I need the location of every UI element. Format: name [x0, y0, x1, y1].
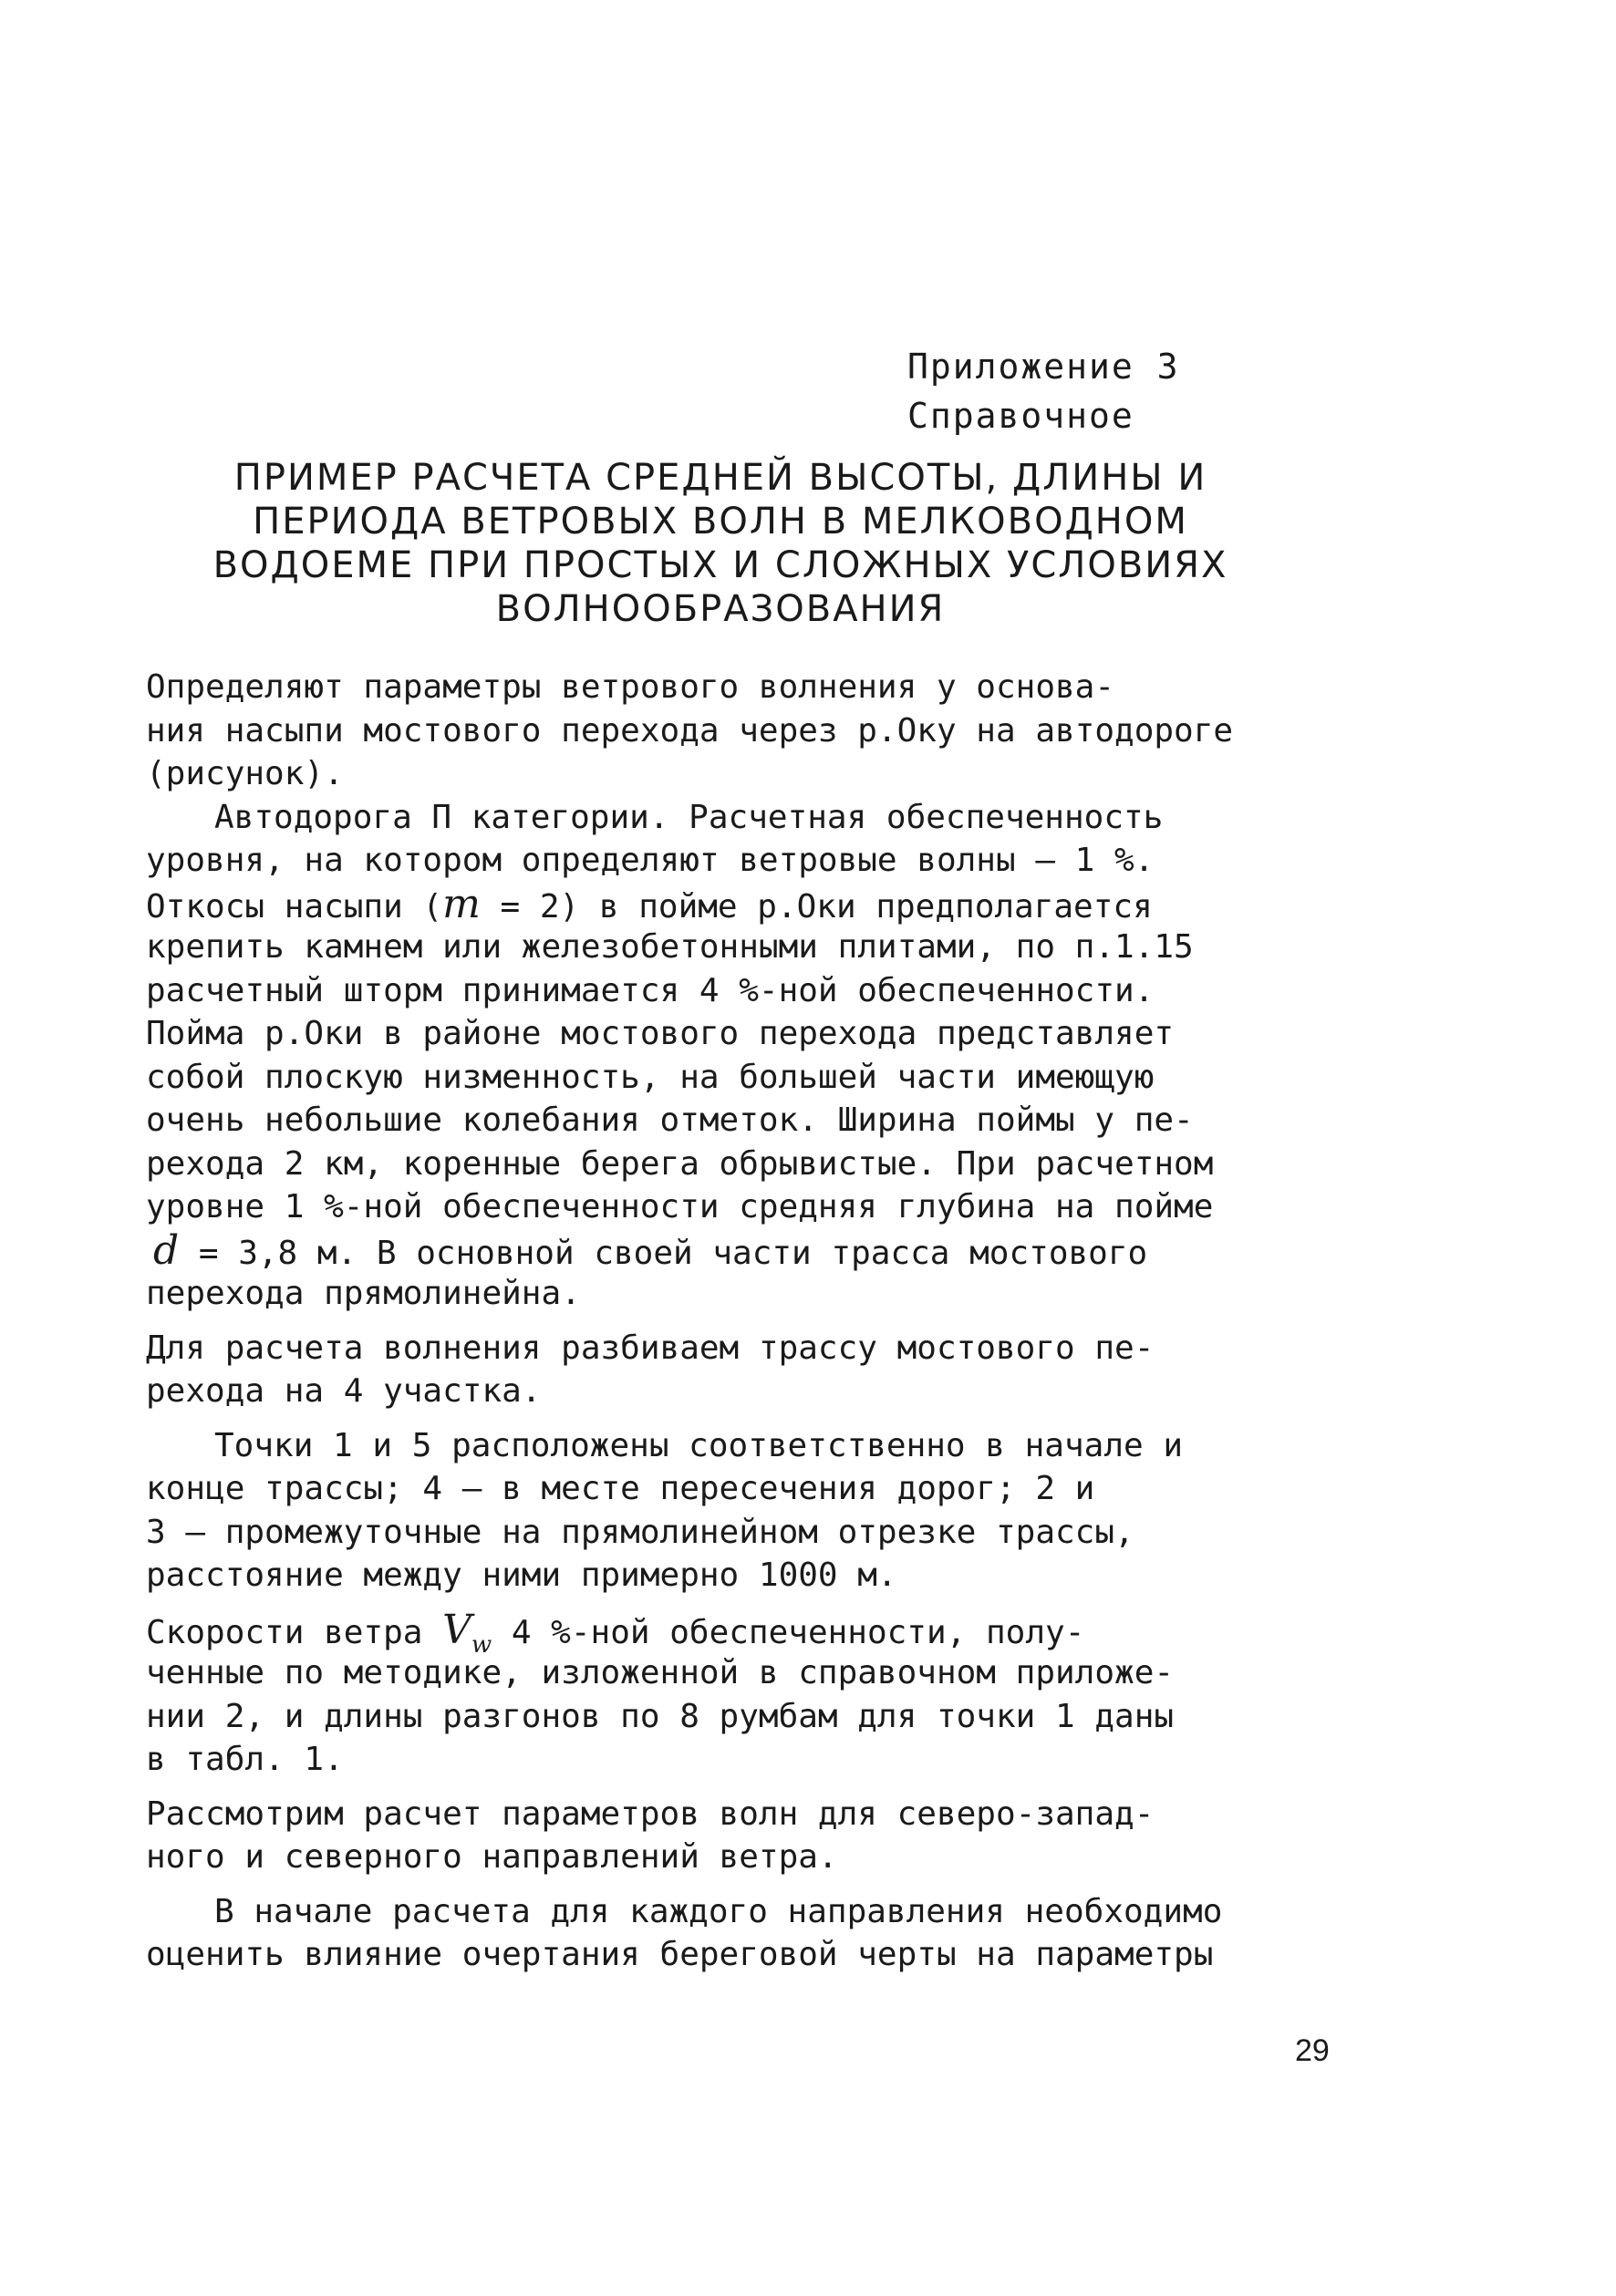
text-line	[146, 880, 1359, 927]
text-line: очень небольшие колебания отметок. Ширина поймы у пе-	[146, 1101, 1194, 1139]
title-line: ВОДОЕМЕ ПРИ ПРОСТЫХ И СЛОЖНЫХ УСЛОВИЯХ	[212, 544, 1228, 586]
text-fragment: 4 %-ной обеспеченности, полу-	[492, 1613, 1085, 1651]
title-line: ПРИМЕР РАСЧЕТА СРЕДНЕЙ ВЫСОТЫ, ДЛИНЫ И	[233, 457, 1207, 499]
text-line: в табл. 1.	[146, 1741, 344, 1778]
wind-speed-subscript: w	[471, 1630, 492, 1659]
slope-coefficient-symbol: m	[442, 880, 481, 927]
text-line: ного и северного направлений ветра.	[146, 1838, 838, 1876]
text-line: (рисунок).	[146, 755, 344, 792]
page-number: 29	[1295, 2033, 1330, 2068]
text-line: В начале расчета для каждого направления необходимо	[214, 1892, 1223, 1930]
text-line	[146, 1226, 1359, 1274]
text-line: рехода 2 км, коренные берега обрывистые. При расчетном	[146, 1144, 1214, 1183]
text-line: нии 2, и длины разгонов по 8 румбам для точки 1 даны	[146, 1697, 1175, 1735]
paragraph-4	[146, 1424, 1359, 1598]
text-line: рехода на 4 участка.	[146, 1372, 542, 1410]
text-line: расстояние между ними примерно 1000 м.	[146, 1557, 897, 1594]
wind-speed-symbol: V	[442, 1606, 471, 1653]
paragraph-6	[146, 1793, 1359, 1879]
text-line: Рассмотрим расчет параметров волн для северо-запад-	[146, 1794, 1155, 1833]
body-text	[146, 666, 1359, 1977]
text-line: Пойма р.Оки в районе мостового перехода представляет	[146, 1015, 1175, 1052]
text-line: расчетный шторм принимается 4 %-ной обеспеченности.	[146, 971, 1155, 1009]
appendix-header	[907, 342, 1180, 440]
text-line: Для расчета волнения разбиваем трассу мостового пе-	[146, 1329, 1155, 1367]
depth-symbol: d	[153, 1226, 180, 1274]
paragraph-5	[146, 1608, 1359, 1782]
text-line: уровня, на котором определяют ветровые волны – 1 %.	[146, 842, 1155, 879]
paragraph-2	[146, 796, 1359, 1316]
text-line: крепить камнем или железобетонными плитами, по п.1.15	[146, 928, 1194, 966]
text-fragment: Откосы насыпи (	[146, 887, 443, 926]
document-title	[137, 456, 1304, 631]
text-fragment: Скорости ветра	[146, 1613, 443, 1651]
text-line: собой плоскую низменность, на большей части имеющую	[146, 1058, 1155, 1096]
text-fragment: = 2) в пойме р.Оки предполагается	[480, 887, 1153, 926]
text-line: оценить влияние очертания береговой черты на параметры	[146, 1936, 1214, 1973]
text-line: перехода прямолинейна.	[146, 1275, 581, 1312]
text-line: 3 – промежуточные на прямолинейном отрезке трассы,	[146, 1513, 1134, 1551]
appendix-type: Справочное	[907, 396, 1134, 436]
text-line: Точки 1 и 5 расположены соответственно в начале и	[214, 1426, 1184, 1464]
title-line: ПЕРИОДА ВЕТРОВЫХ ВОЛН В МЕЛКОВОДНОМ	[253, 501, 1188, 543]
text-line: Определяют параметры ветрового волнения у основа-	[146, 668, 1115, 706]
paragraph-1	[146, 666, 1359, 796]
paragraph-3	[146, 1327, 1359, 1413]
text-line: ченные по методике, изложенной в справочном приложе-	[146, 1654, 1175, 1691]
text-line: ния насыпи мостового перехода через р.Оку на автодороге	[146, 711, 1234, 750]
title-line: ВОЛНООБРАЗОВАНИЯ	[495, 588, 946, 630]
text-line: уровне 1 %-ной обеспеченности средняя глубина на пойме	[146, 1188, 1214, 1226]
paragraph-7	[146, 1890, 1359, 1977]
text-fragment: = 3,8 м. В основной своей части трасса мостового	[179, 1234, 1148, 1272]
appendix-label: Приложение 3	[907, 346, 1180, 387]
text-line: Автодорога П категории. Расчетная обеспеченность	[214, 798, 1164, 836]
text-line	[146, 1606, 1359, 1659]
text-line: конце трассы; 4 – в месте пересечения дорог; 2 и	[146, 1470, 1095, 1507]
